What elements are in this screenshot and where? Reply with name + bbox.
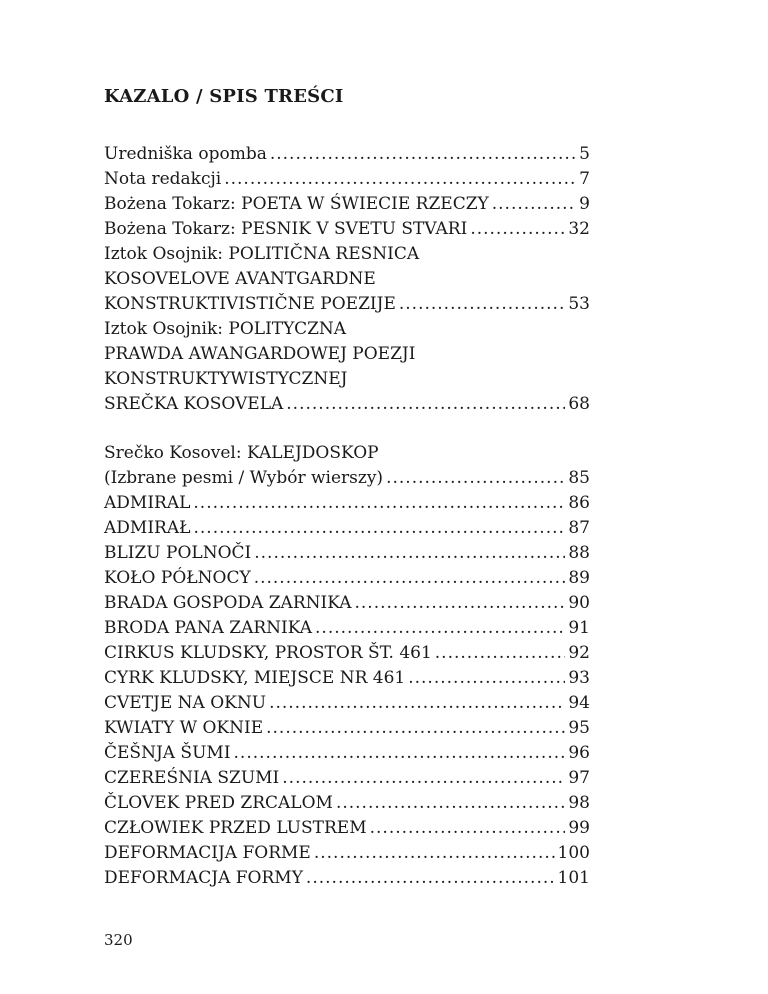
toc-entry-page: 9 [579,194,590,214]
toc-entry [104,791,590,816]
toc-leader-dots [266,716,565,741]
toc-entry-title: CYRK KLUDSKY, MIEJSCE NR 461 [104,668,406,688]
toc-entry-page: 7 [579,169,590,189]
toc-entry-page: 100 [557,843,590,863]
toc-leader-dots [269,691,565,716]
toc-entry-title: BRODA PANA ZARNIKA [104,618,313,638]
toc-entry [104,691,590,716]
toc-entry [104,516,590,541]
toc-entry-page: 5 [579,144,590,164]
toc-entry-title: (Izbrane pesmi / Wybór wierszy) [104,468,384,488]
toc-entry [104,192,590,217]
toc-entry [104,541,590,566]
toc-leader-dots [193,491,565,516]
toc-entry [104,491,590,516]
toc-entry-page: 96 [568,743,590,763]
toc-entry-title: Uredniška opomba [104,144,267,164]
toc-entry-title: SREČKA KOSOVELA [104,394,284,414]
toc-leader-dots [286,392,565,417]
toc-leader-dots [282,766,565,791]
toc-entry-title: DEFORMACJA FORMY [104,868,303,888]
toc-entry [104,616,590,641]
toc-entry-page: 93 [568,668,590,688]
toc-entry-page: 92 [568,643,590,663]
toc-section-editorial [104,142,590,417]
toc-entry-page: 94 [568,693,590,713]
toc-entry-title: KONSTRUKTIVISTIČNE POEZIJE [104,294,396,314]
toc-entry-title: BLIZU POLNOČI [104,543,252,563]
toc-entry [104,666,590,691]
toc-entry-title: KONSTRUKTYWISTYCZNEJ [104,369,348,389]
toc-entry-title: Srečko Kosovel: KALEJDOSKOP [104,443,379,463]
toc-entry [104,217,590,242]
toc-entry [104,566,590,591]
toc-entry-title: Iztok Osojnik: POLITIČNA RESNICA [104,244,420,264]
toc-entry [104,267,590,292]
toc-entry-page: 88 [568,543,590,563]
toc-leader-dots [492,192,576,217]
toc-entry-title: ADMIRAŁ [104,518,191,538]
toc-entry-page: 101 [557,868,590,888]
toc-entry-page: 90 [568,593,590,613]
toc-entry [104,816,590,841]
toc-leader-dots [234,741,566,766]
toc-leader-dots [224,167,576,192]
toc-entry [104,441,590,466]
toc-entry [104,841,590,866]
toc-entry-page: 91 [568,618,590,638]
toc-entry-title: Nota redakcji [104,169,222,189]
toc-leader-dots [254,541,565,566]
toc-entry-title: BRADA GOSPODA ZARNIKA [104,593,352,613]
toc-entry-title: Bożena Tokarz: PESNIK V SVETU STVARI [104,219,468,239]
toc-entry-title: Bożena Tokarz: POETA W ŚWIECIE RZECZY [104,194,489,214]
toc-leader-dots [399,292,566,317]
toc-entry-page: 32 [568,219,590,239]
toc-entry-page: 98 [568,793,590,813]
toc-entry [104,466,590,491]
toc-entry-page: 87 [568,518,590,538]
toc-entry-title: KOSOVELOVE AVANTGARDNE [104,269,376,289]
toc-entry [104,242,590,267]
toc-entry-page: 53 [568,294,590,314]
toc-entry-title: Iztok Osojnik: POLITYCZNA [104,319,347,339]
toc-entry [104,591,590,616]
toc-leader-dots [306,866,555,891]
toc-entry-page: 99 [568,818,590,838]
toc-entry [104,741,590,766]
toc-entry-title: ČLOVEK PRED ZRCALOM [104,793,333,813]
toc-leader-dots [408,666,565,691]
toc-leader-dots [254,566,566,591]
toc-entry [104,342,590,367]
toc-leader-dots [193,516,565,541]
toc-leader-dots [355,591,566,616]
page-title: KAZALO / SPIS TREŚCI [104,86,344,107]
toc-entry-title: ADMIRAL [104,493,191,513]
toc-entry [104,292,590,317]
toc-leader-dots [315,616,565,641]
toc-leader-dots [370,816,566,841]
toc-entry-title: ČEŠNJA ŠUMI [104,743,231,763]
toc-entry-title: PRAWDA AWANGARDOWEJ POEZJI [104,344,416,364]
toc-leader-dots [435,641,566,666]
toc-entry [104,716,590,741]
page-number: 320 [104,931,133,949]
toc-entry-title: CIRKUS KLUDSKY, PROSTOR ŠT. 461 [104,643,432,663]
toc-entry-title: DEFORMACIJA FORME [104,843,311,863]
toc-entry [104,641,590,666]
toc-entry [104,866,590,891]
toc-entry [104,142,590,167]
toc-entry-title: KOŁO PÓŁNOCY [104,568,251,588]
toc-entry-page: 97 [568,768,590,788]
toc-leader-dots [314,841,555,866]
toc-entry-page: 89 [568,568,590,588]
toc-entry [104,317,590,342]
toc-entry-page: 86 [568,493,590,513]
toc-entry [104,167,590,192]
toc-entry-page: 95 [568,718,590,738]
toc-entry-title: CZEREŚNIA SZUMI [104,768,280,788]
toc-entry [104,392,590,417]
toc-leader-dots [336,791,565,816]
toc-section-poems [104,441,590,891]
toc-entry-page: 85 [568,468,590,488]
toc-entry-title: CZŁOWIEK PRZED LUSTREM [104,818,367,838]
toc-leader-dots [470,217,565,242]
toc-entry [104,766,590,791]
toc-entry [104,367,590,392]
toc-leader-dots [270,142,576,167]
toc-entry-page: 68 [568,394,590,414]
toc-entry-title: CVETJE NA OKNU [104,693,267,713]
toc-leader-dots [386,466,565,491]
toc-entry-title: KWIATY W OKNIE [104,718,264,738]
